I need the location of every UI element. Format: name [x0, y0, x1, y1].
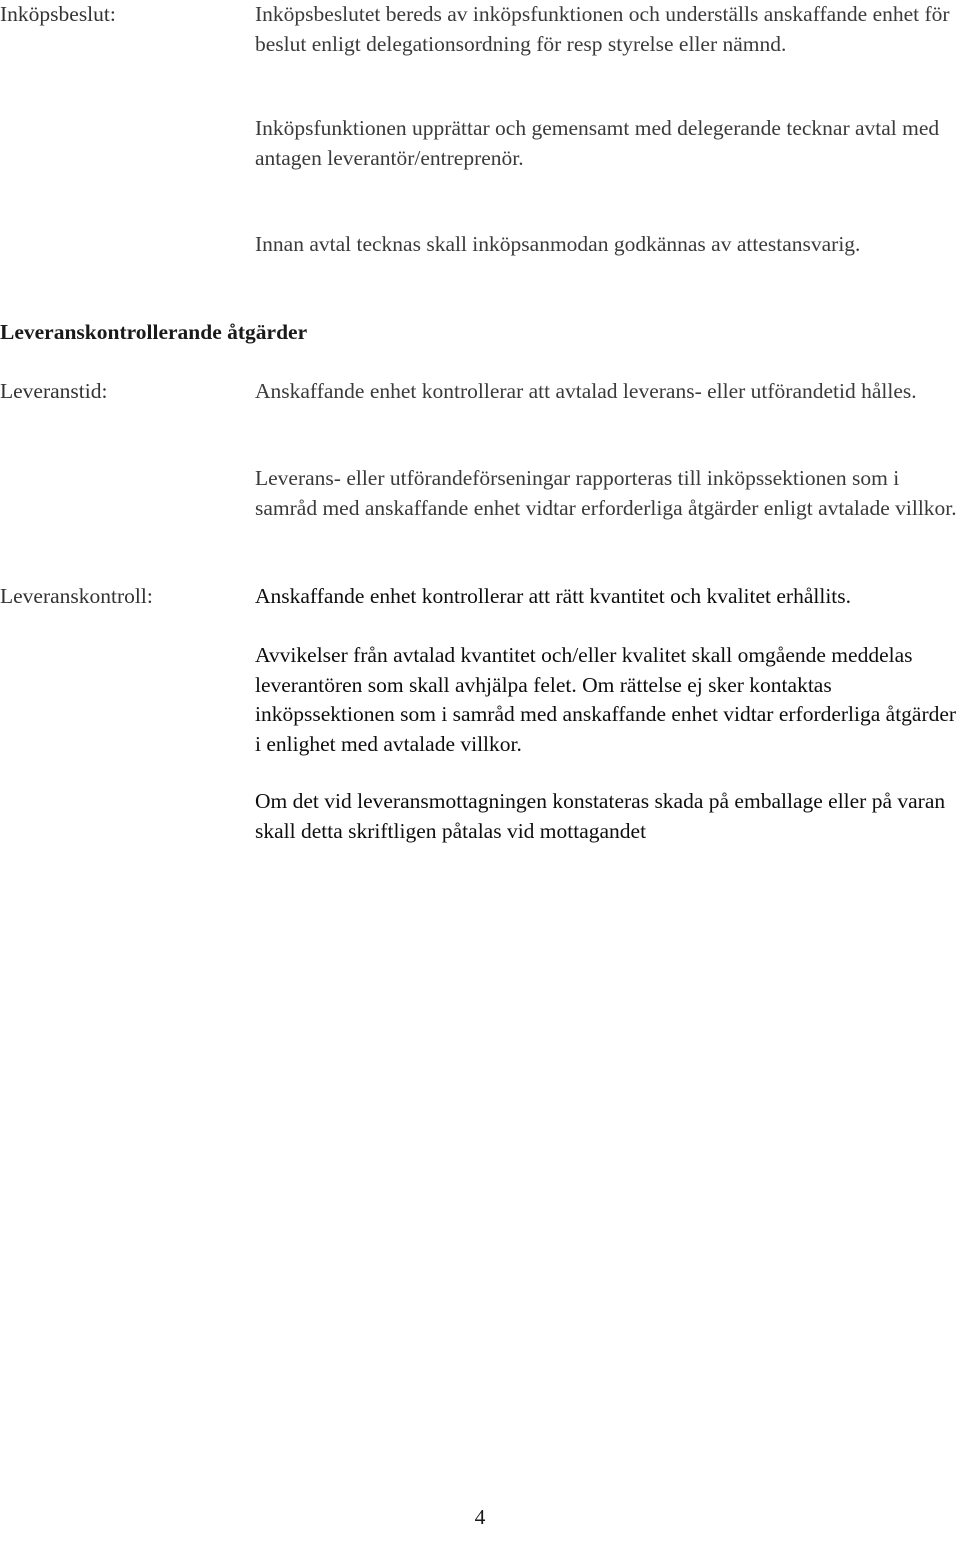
label-inkopsbeslut: Inköpsbeslut:	[0, 2, 116, 26]
paragraph-leveranstid-2: Leverans- eller utförandeförseningar rapporteras till inköpssektionen som i samråd med anskaffande enhet vidtar erforderliga åtgärder enligt avtalade villkor.	[255, 466, 957, 520]
label-leveranstid: Leveranstid:	[0, 379, 108, 403]
paragraph-inkopsbeslut-2: Inköpsfunktionen upprättar och gemensamt med delegerande tecknar avtal med antagen leverantör/entreprenör.	[255, 116, 940, 170]
paragraph-inkopsbeslut-1: Inköpsbeslutet bereds av inköpsfunktionen och underställs anskaffande enhet för beslut enligt delegationsordning för resp styrelse eller nämnd.	[255, 2, 950, 56]
label-leveranskontroll: Leveranskontroll:	[0, 584, 153, 608]
paragraph-leveranskontroll-1: Anskaffande enhet kontrollerar att rätt kvantitet och kvalitet erhållits.	[255, 584, 852, 608]
paragraph-leveranskontroll-3: Om det vid leveransmottagningen konstateras skada på emballage eller på varan skall detta skriftligen påtalas vid mottagandet	[255, 789, 946, 843]
page-number: 4	[474, 1505, 486, 1529]
section-heading-leveranskontrollerande: Leveranskontrollerande åtgärder	[0, 320, 308, 344]
paragraph-leveranstid-1: Anskaffande enhet kontrollerar att avtalad leverans- eller utförandetid hålles.	[255, 379, 917, 403]
paragraph-inkopsbeslut-3: Innan avtal tecknas skall inköpsanmodan godkännas av attestansvarig.	[255, 232, 861, 256]
paragraph-leveranskontroll-2: Avvikelser från avtalad kvantitet och/eller kvalitet skall omgående meddelas leverantören som skall avhjälpa felet. Om rättelse ej sker kontaktas inköpssektionen som i samråd med anskaffande enhet vidtar erforderliga åtgärder i enlighet med avtalade villkor.	[255, 643, 957, 756]
